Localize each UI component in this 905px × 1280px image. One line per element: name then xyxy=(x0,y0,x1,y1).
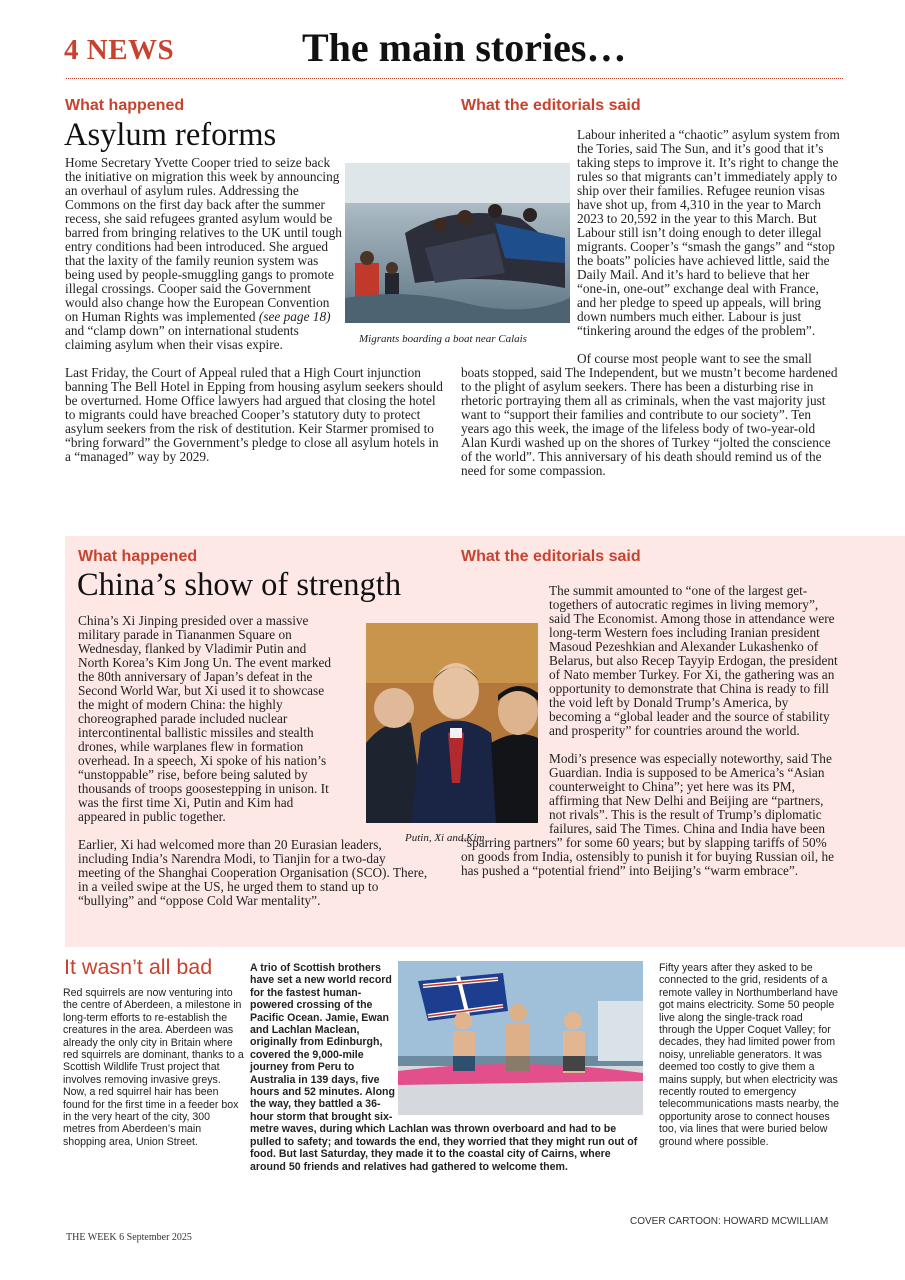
page-title: The main stories… xyxy=(302,25,627,70)
asylum-headline: Asylum reforms xyxy=(64,117,277,153)
asylum-photo-caption: Migrants boarding a boat near Calais xyxy=(359,333,527,345)
china-editorial-kicker: What the editorials said xyxy=(461,548,641,565)
good-news-headline: It wasn’t all bad xyxy=(64,955,213,979)
issue-date: 6 September 2025 xyxy=(119,1232,192,1243)
china-body-paragraph: China’s Xi Jinping presided over a massive military parade in Tiananmen Square on Wednesday, flanked by Vladimir Putin and North Korea’s Kim Jong Un. The event marked the 80th anniversary of Japan’s defeat in the Second World War, but Xi used it to showcase the might of modern China: the highly choreographed parade included nuclear intercontinental ballistic missiles and stealth drones, while warplanes flew in formation overhead. In a speech, Xi spoke of his nation’s “unstoppable” rise, before being saluted by thousands of troops goosestepping in unison. It was the first time Xi, Putin and Kim had appeared in public together. xyxy=(78,613,332,824)
china-body-paragraph: Earlier, Xi had welcomed more than 20 Eurasian leaders, including India’s Narendra Modi, to Tianjin for a two-day meeting of the Shanghai Cooperation Organisation (SCO). There, in a veiled swipe at the US, he urged them to stand up to “bullying” and “oppose Cold War mentality”. xyxy=(78,837,428,908)
asylum-editorial-kicker: What the editorials said xyxy=(461,97,641,114)
asylum-kicker: What happened xyxy=(65,97,185,114)
page-footer xyxy=(66,1232,192,1243)
page-number-section xyxy=(64,34,174,67)
asylum-page-ref: (see page 18) xyxy=(258,309,331,324)
good-news-squirrels: Red squirrels are now venturing into the centre of Aberdeen, a milestone in long-term efforts to re-establish the creatures in the area. Aberdeen was already the only city in Britain where red squirrels are dominant, thanks to a Scottish Wildlife Trust project that involves removing invasive greys. Now, a red squirrel hair has been found for the first time in a feeder box in the very heart of the city, 300 metres from Aberdeen’s main shopping area, Union Street. xyxy=(63,987,244,1148)
good-news-electricity: Fifty years after they asked to be connected to the grid, residents of a remote valley in Northumberland have got mains electricity. Some 50 people live along the single-track road through the Upper Coquet Valley; for decades, they had limited power from noisy, unreliable generators. It was deemed too costly to give them a mains supply, but when electricity was recently routed to emergency telecommunications masts nearby, the opportunity arose to connect houses too, via lines that were buried below ground where possible. xyxy=(659,962,839,1148)
china-editorial-paragraph: The summit amounted to “one of the largest get-togethers of autocratic regimes in living memory”, said The Economist. Among those in attendance were long-term Western foes including Iranian president Masoud Pezeshkian and Alexander Lukashenko of Belarus, but also Recep Tayyip Erdogan, the president of Nato member Turkey. For Xi, the gathering was an opportunity to demonstrate that China is ready to fill the void left by Donald Trump’s America, by becoming a “global leader and the source of stability and prosperity” for countries around the world. xyxy=(549,583,838,738)
asylum-editorial-paragraph: Labour inherited a “chaotic” asylum system from the Tories, said The Sun, and it’s good that it’s taking steps to improve it. It’s right to change the rules so that migrants can’t immediately apply to ship over their families. Refugee reunion visas have shot up, from 4,310 in the year to March 2023 to 20,592 in the year to this March. But Labour still isn’t doing enough to deter illegal migrants. Cooper’s “smash the gangs” and “stop the boats” policies have achieved little, said the Daily Mail. And it’s hard to believe that her “one-in, one-out” exchange deal with France, and her pledge to speed up appeals, will bring down numbers much either. Labour is just “tinkering around the edges of the problem”. xyxy=(577,127,840,338)
good-news-rowers: A trio of Scottish brothers have set a new world record for the fastest human-powered crossing of the Pacific Ocean. Jamie, Ewan and Lachlan Maclean, originally from Edinburgh, covered the 9,000-mile journey from Peru to Australia in 139 days, five hours and 52 minutes. Along the way, they battled a 36-hour storm that brought six-metre waves, during which Lachlan was thrown overboard and had to be pulled to safety; and towards the end, they worried that they might run out of food. But last Saturday, they made it to the coastal city of Cairns, where around 50 friends and relatives had gathered to welcome them. xyxy=(250,962,638,1173)
rowers-photo xyxy=(398,961,643,1115)
publication-name: THE WEEK xyxy=(66,1232,117,1243)
cover-credit: COVER CARTOON: HOWARD MCWILLIAM xyxy=(630,1216,829,1227)
asylum-editorial-body xyxy=(461,128,841,492)
header-divider xyxy=(66,78,843,79)
rowers-illustration xyxy=(398,961,643,1115)
page-number: 4 xyxy=(64,34,79,66)
section-label: NEWS xyxy=(86,34,175,66)
asylum-editorial-paragraph: Of course most people want to see the small boats stopped, said The Independent, but we mustn’t become hardened to the plight of asylum seekers. There has been a disturbing rise in rhetoric portraying them all as criminals, when the vast majority just want to “support their families and contribute to our society”. Ten years ago this week, the image of the lifeless body of two-year-old Alan Kurdi washed up on the shores of Turkey “jolted the conscience of the world”. This anniversary of his death should remind us of the need for some compassion. xyxy=(461,351,838,478)
china-headline: China’s show of strength xyxy=(77,567,402,603)
china-editorial-body xyxy=(461,584,841,892)
china-editorial-paragraph: Modi’s presence was especially noteworthy, said The Guardian. India is supposed to be America’s “Asian counterweight to China”; yet here was its PM, affirming that New Delhi and Beijing are “partners, not rivals”. This is the result of Trump’s diplomatic failures, said The Times. China and India have been “sparring partners” for some 60 years; but by slapping tariffs of 50% on goods from India, ostensibly to punish it for buying Russian oil, he has pushed a “potential friend” into Beijing’s “warm embrace”. xyxy=(461,751,835,878)
china-kicker: What happened xyxy=(78,548,198,565)
asylum-body-paragraph: Last Friday, the Court of Appeal ruled that a High Court injunction banning The Bell Hotel in Epping from housing asylum seekers should be overturned. Home Office lawyers had argued that closing the hotel to migrants could have breached Cooper’s statutory duty to protect asylum seekers from the risk of destitution. Keir Starmer promised to “bring forward” the Government’s pledge to close all asylum hotels in a “managed” way by 2029. xyxy=(65,365,443,464)
china-photo-caption: Putin, Xi and Kim xyxy=(405,832,485,844)
asylum-body-paragraph: Home Secretary Yvette Cooper tried to seize back the initiative on migration this week by announcing an overhaul of asylum rules. Addressing the Commons on the first day back after the summer recess, she said refugees granted asylum would be barred from bringing relatives to the UK until tough entry conditions had been introduced. She argued that the laxity of the family reunion system was being used by people-smuggling gangs to promote illegal crossings. Cooper said the Government would also change how the European Convention on Human Rights was implemented (see page 18) and “clamp down” on international students claiming asylum when their visas expire. xyxy=(65,155,342,352)
